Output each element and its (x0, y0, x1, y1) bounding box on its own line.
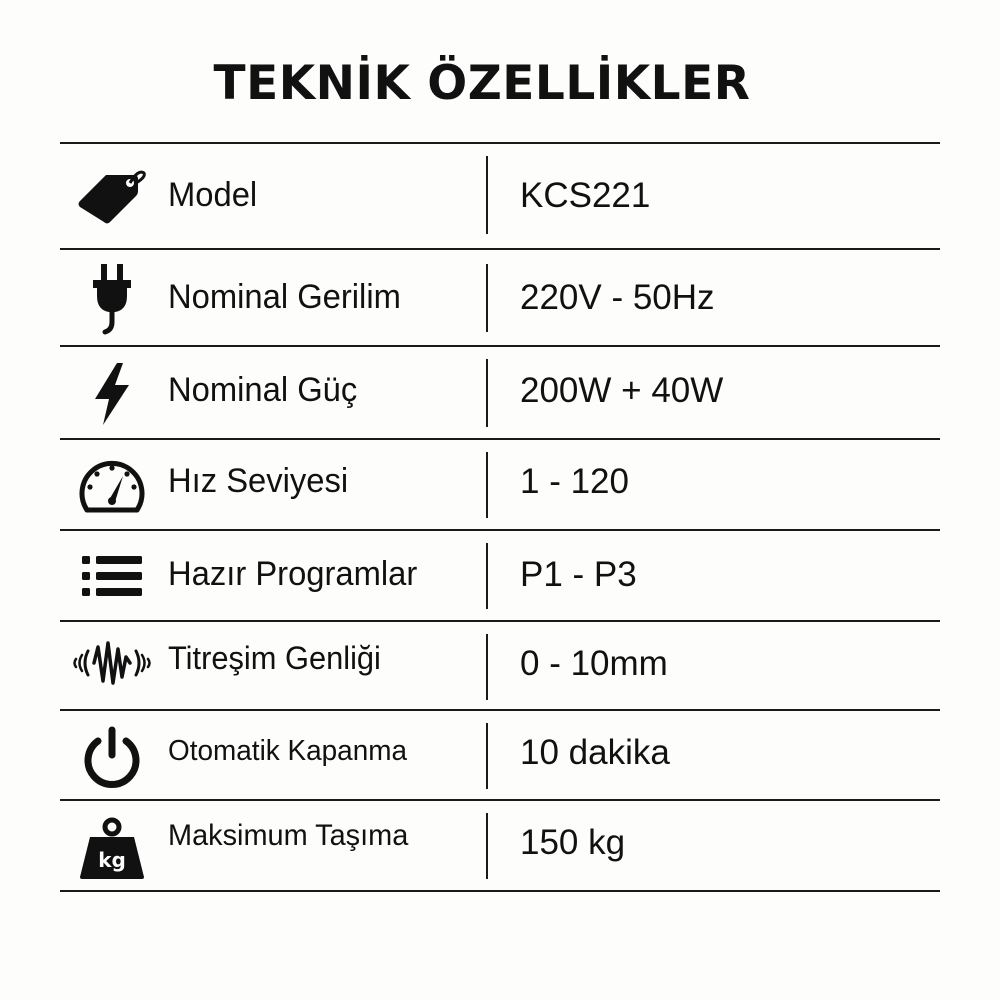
spec-value: 0 - 10mm (520, 644, 668, 683)
spec-row-hazir-programlar (60, 531, 940, 620)
spec-row-nominal-guc (60, 347, 940, 438)
speedometer-icon (70, 452, 154, 518)
spec-row-hiz-seviyesi (60, 440, 940, 529)
column-divider (486, 723, 488, 789)
spec-row-nominal-gerilim (60, 250, 940, 345)
spec-row-maksimum-tasima (60, 801, 940, 890)
column-divider (486, 359, 488, 427)
weight-unit: kg (98, 848, 126, 872)
spec-row-otomatik-kapanma (60, 711, 940, 799)
power-button-icon (70, 723, 154, 793)
column-divider (486, 634, 488, 700)
list-icon (70, 543, 154, 609)
spec-label: Hız Seviyesi (168, 462, 349, 500)
power-plug-icon (70, 262, 154, 336)
spec-value: 150 kg (520, 823, 626, 862)
column-divider (486, 543, 488, 609)
spec-label: Model (168, 176, 258, 214)
vibration-wave-icon (70, 630, 154, 696)
spec-value: KCS221 (520, 176, 651, 215)
column-divider (486, 264, 488, 332)
spec-label: Titreşim Genliği (168, 640, 381, 676)
spec-value: P1 - P3 (520, 555, 637, 594)
spec-label: Nominal Gerilim (168, 278, 401, 316)
column-divider (486, 452, 488, 518)
spec-value: 200W + 40W (520, 371, 724, 410)
spec-row-titresim-genligi (60, 622, 940, 709)
spec-value: 10 dakika (520, 733, 670, 772)
page-title: TEKNİK ÖZELLİKLER (213, 56, 751, 111)
spec-label: Nominal Güç (168, 371, 358, 409)
spec-label: Otomatik Kapanma (168, 735, 408, 767)
column-divider (486, 813, 488, 879)
price-tag-icon (70, 162, 154, 228)
spec-row-model (60, 144, 940, 248)
lightning-bolt-icon (70, 359, 154, 429)
spec-value: 1 - 120 (520, 462, 629, 501)
table-divider (60, 890, 940, 892)
spec-label: Maksimum Taşıma (168, 819, 409, 852)
column-divider (486, 156, 488, 234)
spec-label: Hazır Programlar (168, 555, 418, 593)
spec-value: 220V - 50Hz (520, 278, 715, 317)
weight-icon (70, 815, 154, 883)
